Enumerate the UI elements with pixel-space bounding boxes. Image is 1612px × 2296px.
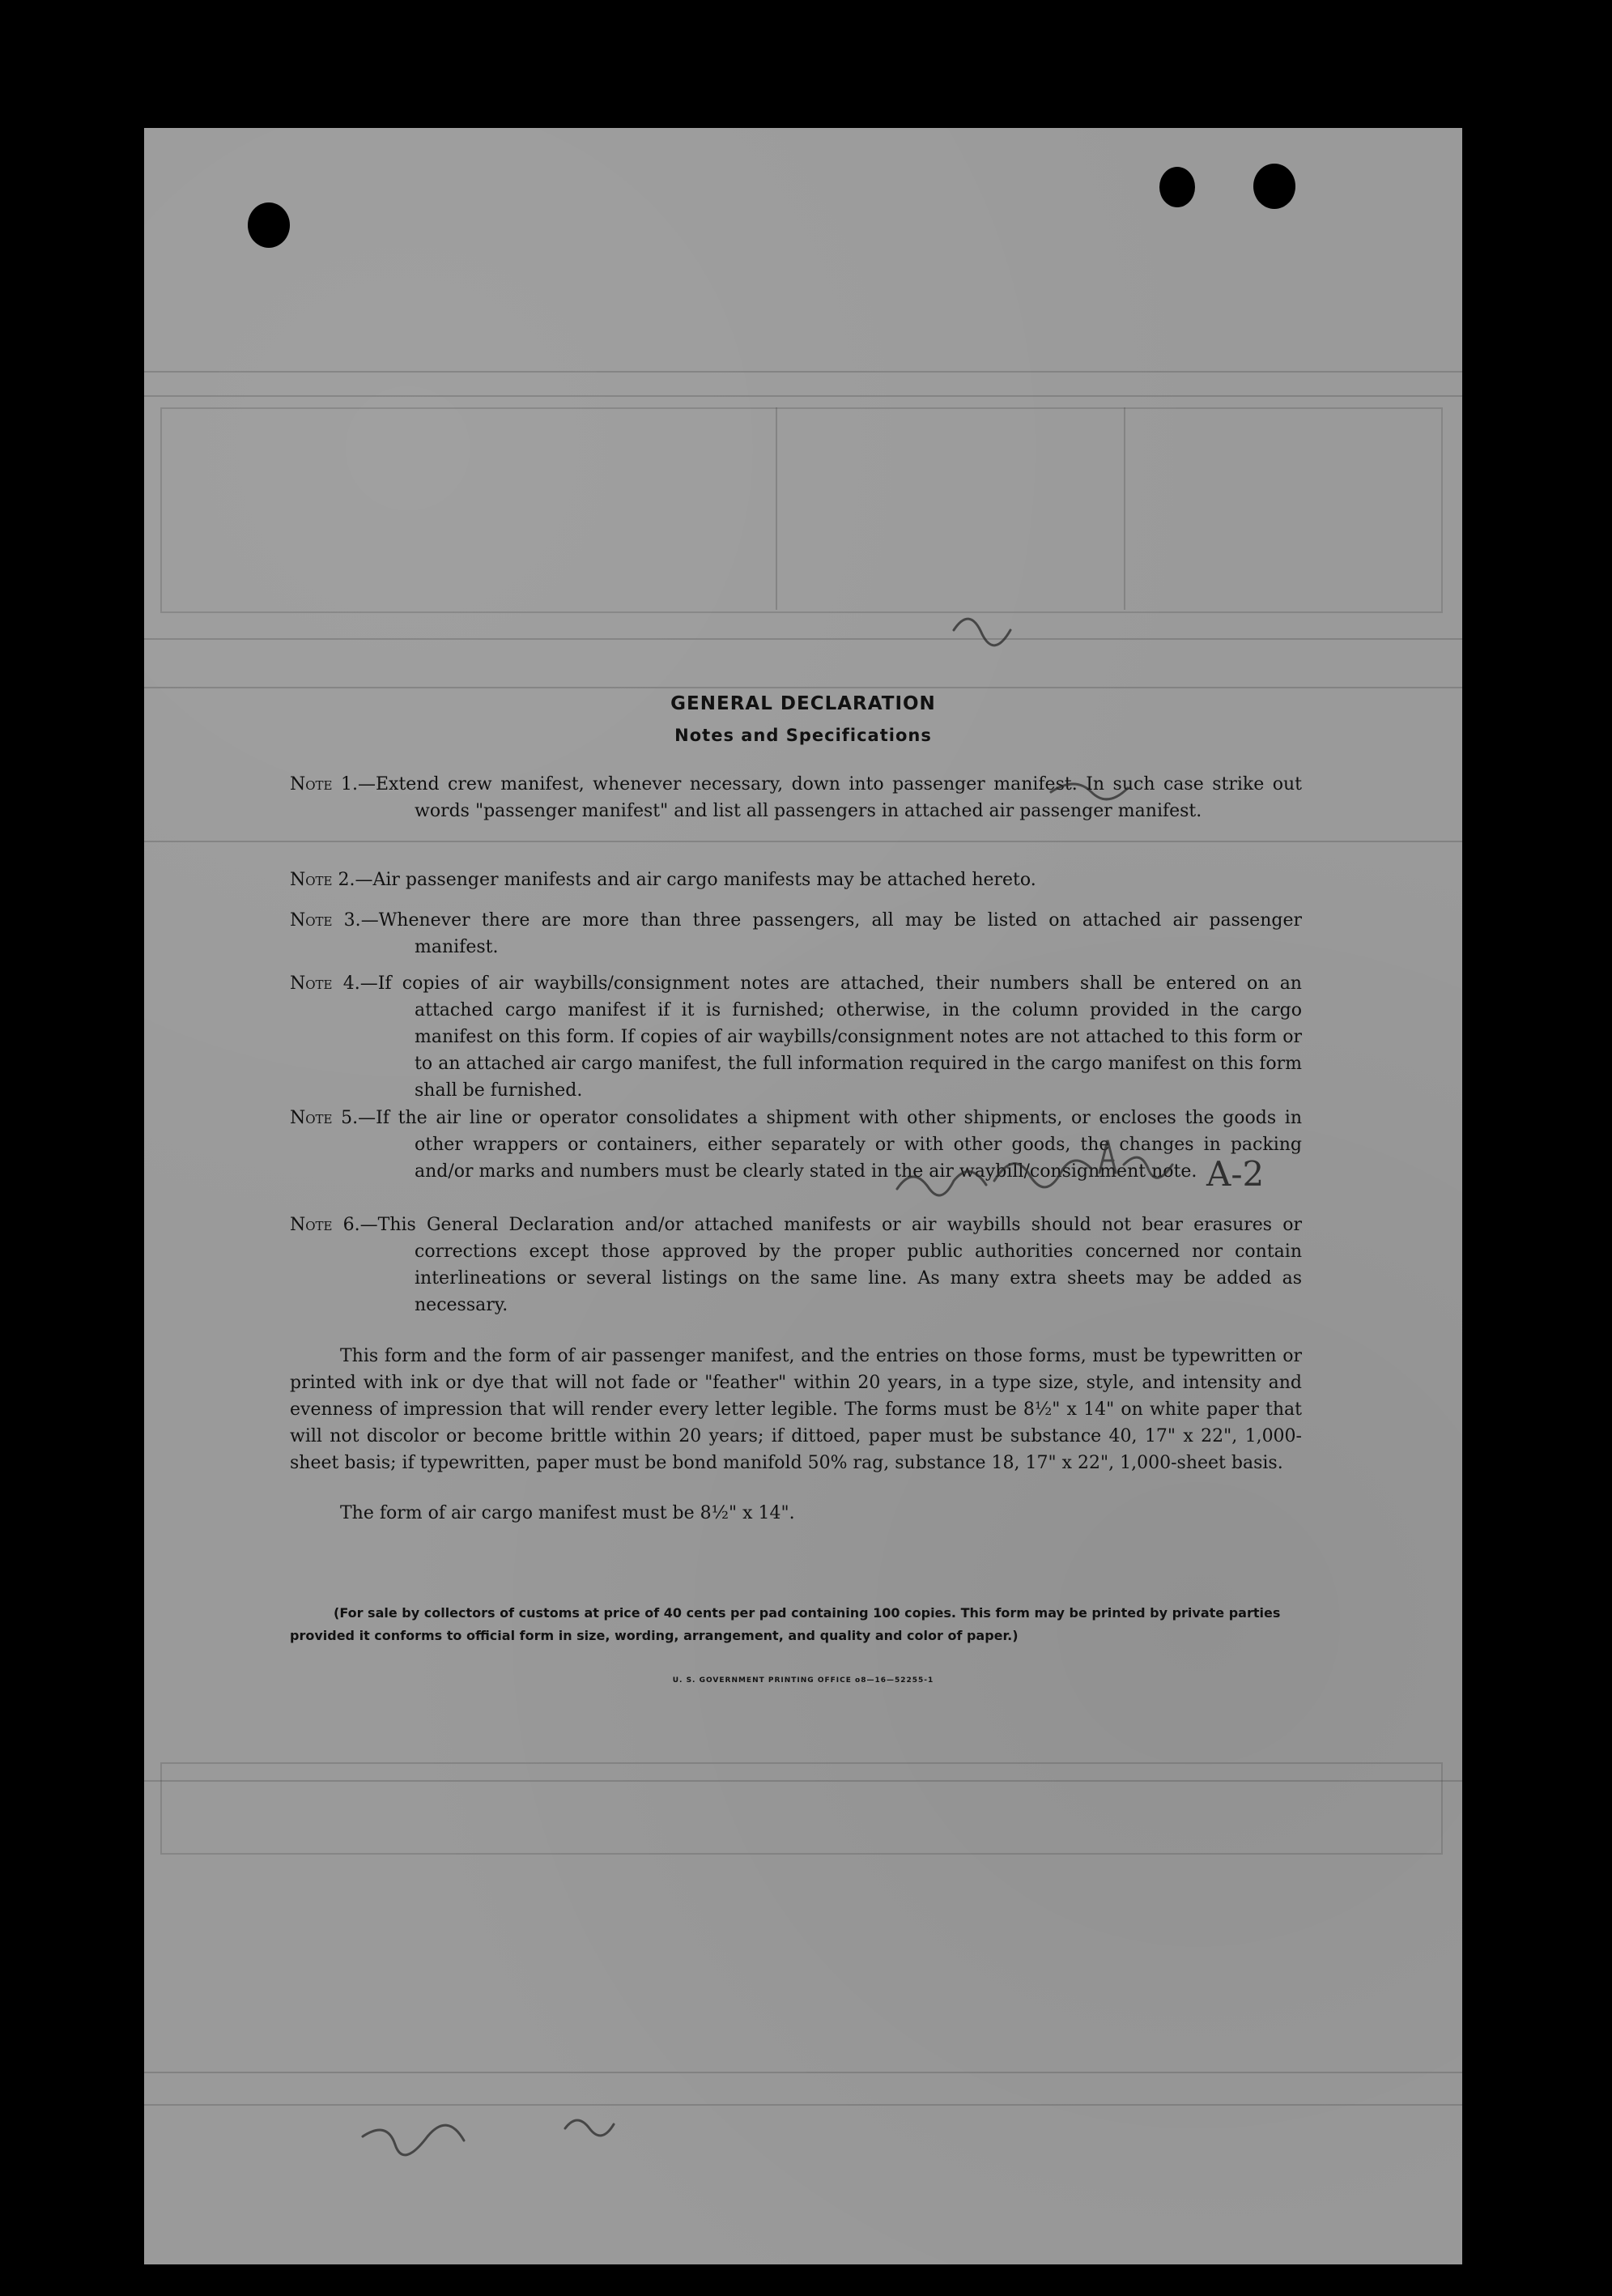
note-4-label: Note 4. <box>290 973 360 994</box>
note-3-text: —Whenever there are more than three passengers, all may be listed on attached air passenger manifest. <box>360 910 1302 957</box>
handwritten-mark-a2: A-2 <box>1206 1154 1265 1194</box>
note-1-label: Note 1. <box>290 774 358 794</box>
note-5-label: Note 5. <box>290 1108 359 1128</box>
note-4-text: —If copies of air waybills/consignment notes are attached, their numbers shall be entered on an attached cargo manifest if it is furnished; otherwise, in the column provided in the cargo manifest on this form. If copies of air waybills/consignment notes are not attached to this form or to an attached air cargo manifest, the full information required in the cargo manifest on this form shall be furnished. <box>359 973 1302 1101</box>
cargo-manifest-size-paragraph: The form of air cargo manifest must be 8½" x 14". <box>340 1503 795 1523</box>
note-3 <box>290 907 1302 961</box>
sale-notice: (For sale by collectors of customs at price of 40 cents per pad containing 100 copies. This form may be printed by private parties provided it conforms to official form in size, wording, arrangement, and quality and color of paper.) <box>290 1605 1281 1643</box>
note-2 <box>290 867 1302 893</box>
note-5-text: —If the air line or operator consolidates a shipment with other shipments, or encloses the goods in other wrappers or containers, either separately or with other goods, the changes in packing and/or marks and numbers must be clearly stated in the air waybill/consignment note. <box>358 1108 1302 1182</box>
note-2-label: Note 2. <box>290 870 355 890</box>
declaration-content <box>144 128 1462 2264</box>
note-5 <box>290 1105 1302 1185</box>
note-1 <box>290 771 1302 824</box>
printer-line: U. S. GOVERNMENT PRINTING OFFICE o8—16—52255-1 <box>672 1676 934 1685</box>
note-4 <box>290 970 1302 1104</box>
note-6-label: Note 6. <box>290 1215 360 1235</box>
note-6 <box>290 1212 1302 1318</box>
document-page <box>144 128 1462 2264</box>
note-2-text: —Air passenger manifests and air cargo manifests may be attached hereto. <box>355 870 1036 890</box>
note-6-text: —This General Declaration and/or attached manifests or air waybills should not bear erasures or corrections except those approved by the proper public authorities concerned nor contain interlineations or several listings on the same line. As many extra sheets may be added as necessary. <box>359 1215 1302 1315</box>
document-subtitle: Notes and Specifications <box>674 726 932 745</box>
note-1-text: —Extend crew manifest, whenever necessary, down into passenger manifest. In such case strike out words "passenger manifest" and list all passengers in attached air passenger manifest. <box>357 774 1302 821</box>
document-title: GENERAL DECLARATION <box>670 693 936 714</box>
note-3-label: Note 3. <box>290 910 361 931</box>
format-requirements-paragraph: This form and the form of air passenger manifest, and the entries on those forms, must be typewritten or printed with ink or dye that will not fade or "feather" within 20 years, in a type size, style, and intensity and evenness of impression that will render every letter legible. The forms must be 8½" x 14" on white paper that will not discolor or become brittle within 20 years; if dittoed, paper must be substance 40, 17" x 22", 1,000-sheet basis; if typewritten, paper must be bond manifold 50% rag, substance 18, 17" x 22", 1,000-sheet basis. <box>290 1346 1302 1473</box>
